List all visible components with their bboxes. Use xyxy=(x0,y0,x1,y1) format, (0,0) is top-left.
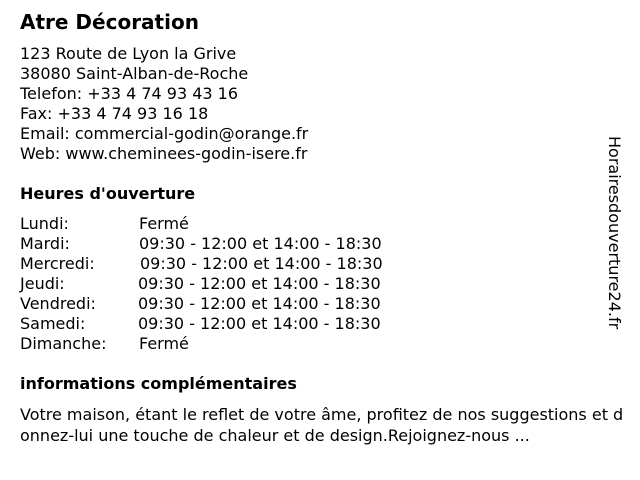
hours-value: 09:30 - 12:00 et 14:00 - 18:30 xyxy=(138,314,381,333)
address-street: 123 Route de Lyon la Grive xyxy=(20,44,237,63)
hours-value: 09:30 - 12:00 et 14:00 - 18:30 xyxy=(139,234,382,253)
day-label: Mercredi: xyxy=(20,254,95,273)
hours-row-wednesday xyxy=(20,254,440,274)
contact-block xyxy=(20,44,308,164)
hours-row-monday xyxy=(20,214,440,234)
opening-hours-table xyxy=(20,214,440,354)
email-address: Email: commercial-godin@orange.fr xyxy=(20,124,309,143)
hours-row-friday xyxy=(20,294,440,314)
day-label: Jeudi: xyxy=(20,274,65,293)
opening-hours-heading: Heures d'ouverture xyxy=(20,184,196,203)
day-label: Mardi: xyxy=(20,234,70,253)
day-label: Samedi: xyxy=(20,314,86,333)
additional-info-heading: informations complémentaires xyxy=(20,374,297,393)
hours-row-tuesday xyxy=(20,234,440,254)
fax-number: Fax: +33 4 74 93 16 18 xyxy=(20,104,209,123)
hours-value: 09:30 - 12:00 et 14:00 - 18:30 xyxy=(140,254,383,273)
day-label: Dimanche: xyxy=(20,334,107,353)
hours-row-sunday xyxy=(20,334,440,354)
business-description: Votre maison, étant le reflet de votre âme, profitez de nos suggestions et donnez-lui une touche de chaleur et de design.Rejoignez-nous ... xyxy=(20,405,624,445)
website-address: Web: www.cheminees-godin-isere.fr xyxy=(20,144,308,163)
hours-value: 09:30 - 12:00 et 14:00 - 18:30 xyxy=(138,274,381,293)
phone-number: Telefon: +33 4 74 93 43 16 xyxy=(20,84,239,103)
hours-value: Fermé xyxy=(139,334,189,353)
hours-row-thursday xyxy=(20,274,440,294)
day-label: Vendredi: xyxy=(20,294,96,313)
day-label: Lundi: xyxy=(20,214,69,233)
hours-row-saturday xyxy=(20,314,440,334)
site-watermark: Horairesdouverture24.fr xyxy=(605,136,624,330)
hours-value: 09:30 - 12:00 et 14:00 - 18:30 xyxy=(138,294,381,313)
hours-value: Fermé xyxy=(139,214,189,233)
business-name: Atre Décoration xyxy=(20,10,199,34)
address-city: 38080 Saint-Alban-de-Roche xyxy=(20,64,249,83)
